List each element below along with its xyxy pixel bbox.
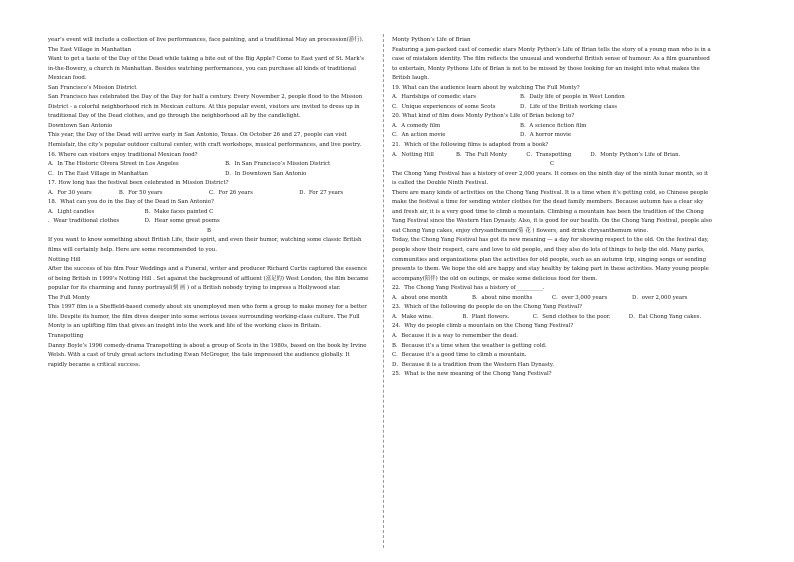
option-24a: A．Because it is a way to remember the dead.	[392, 332, 518, 339]
option-18a: A．Light candles	[48, 208, 95, 215]
option-22b: B．about nine months	[472, 294, 533, 301]
option-21c: C．Transpotting	[526, 151, 572, 158]
option-20d: D．A horror movie	[520, 132, 572, 139]
question-20-stem: 20. What kind of film does Monty Python’s Life of Brian belong to?	[392, 113, 575, 120]
question-22-stem: 22．The Chong Yang Festival has a history of__________.	[392, 285, 545, 292]
question-16-options-row2	[48, 170, 370, 180]
option-23a: A．Make wine.	[392, 313, 433, 320]
question-21-stem: 21．Which of the following films is adapted from a book?	[392, 142, 549, 149]
passage-c-paragraph: There are many kinds of activities on the Chong Yang Festival. It is a time when it’s getting cold, so Chinese people make the festival a time for sending winter clothes for the dead family members. Because autumn has a clear sky and fresh air, it is a very good time to climb a mountain. Climbing a mountain has been the tradition of the Chong Yang Festival since the Western Han Dynasty. Also, it is good for our health. On the Chong Yang Festival, people also eat Chong Yang cakes, enjoy chrysanthemum(菊 花 ) flowers, and drink chrysanthemum wine.	[392, 189, 712, 234]
subheading-san-antonio: Downtown San Antonio	[48, 122, 113, 129]
question-17-stem: 17. How long has the festival been celebrated in Mission District?	[48, 180, 229, 187]
question-22-options	[392, 294, 712, 304]
option-18d: D．Hear some great poems	[144, 218, 220, 225]
option-19d: D．Life of the British working class	[520, 103, 618, 110]
option-21a: A．Notting Hill	[392, 151, 434, 158]
option-22a: A．about one month	[392, 294, 448, 301]
question-18-options-row1	[48, 208, 370, 218]
option-16b: B．In San Francisco’s Mission District	[225, 161, 331, 168]
passage-c-paragraph: The Chong Yang Festival has a history of over 2,000 years. It comes on the ninth day of the ninth lunar month, so it is called the Double Ninth Festival.	[392, 170, 708, 187]
option-17c: C．For 26 years	[208, 189, 253, 196]
section-b-label: B	[207, 227, 211, 234]
option-20c: C．An action movie	[392, 132, 446, 139]
question-18-options-row2	[48, 217, 370, 227]
subheading-mission-district: San Francisco’s Mission District	[48, 84, 137, 91]
question-20-options-row1	[392, 122, 712, 132]
option-24b: B．Because it’s a time when the weather is getting cold.	[392, 342, 547, 349]
option-22c: C．over 3,000 years	[552, 294, 608, 301]
option-22d: D．over 2,000 years	[632, 294, 688, 301]
option-19b: B．Daily life of people in West London	[520, 94, 625, 101]
right-column	[392, 36, 712, 380]
subheading-east-village: The East Village in Manhattan	[48, 46, 132, 53]
option-18b: B．Make faces painted C	[144, 208, 214, 215]
passage-b-paragraph: This 1997 film is a Sheffield-based comedy about six unemployed men who form a group to make money for a better life. Despite its humor, the film dives deeper into some serious issues surrounding working-class culture. The Full Monty is an uplifting film that gives an insight into the work and life of the working class in Britain.	[48, 304, 367, 330]
option-24c: C．Because it’s a good time to climb a mountain.	[392, 352, 527, 359]
option-23d: D．Eat Chong Yang cakes.	[628, 313, 702, 320]
option-16c: C．In The East Village in Manhattan	[48, 170, 148, 177]
question-16-stem: 16. Where can visitors enjoy traditional Mexican food?	[48, 151, 198, 158]
option-24d: D．Because it is a tradition from the Western Han Dynasty.	[392, 361, 554, 368]
question-23-options	[392, 313, 712, 323]
question-19-options-row1	[392, 93, 712, 103]
option-17b: B．For 50 years	[118, 189, 163, 196]
option-19c: C．Unique experiences of some Scots	[392, 103, 496, 110]
question-23-stem: 23．Which of the following do people do on the Chong Yang Festival?	[392, 304, 582, 311]
question-20-options-row2	[392, 131, 712, 141]
question-16-options-row1	[48, 160, 370, 170]
passage-b-paragraph: After the success of his film Four Weddings and a Funeral, writer and producer Richard Curtis captured the essence of being British in 1999’s Notting Hill . Set against the background of affluent (富足的) West London, the film became popular for its charming and funny portrayal(刻 画 ) of a British nobody trying to impress a Hollywood star.	[48, 266, 369, 292]
option-17d: D．For 27 years	[299, 189, 344, 196]
section-c-label: C	[549, 161, 555, 168]
passage-a-paragraph: Want to get a taste of the Day of the Dead while taking a bite out of the Big Apple? Come to East yard of St. Mark’s in-the-Bowery, a church in Manhattan. Besides watching performances, you can purchase all kinds of traditional Mexican food.	[48, 56, 365, 82]
option-23b: B．Plant flowers.	[462, 313, 510, 320]
passage-b-paragraph: Featuring a jam-packed cast of comedic stars Monty Python’s Life of Brian tells the story of a young man who is in a case of mistaken identity. The film reflects the unusual and wonderful British sense of humour. As a film guaranteed to entertain, Monty Pythons Life of Brian is not to be missed by those looking for an insight into what makes the British laugh.	[392, 46, 711, 82]
passage-a-paragraph: San Francisco has celebrated the Day of the Day for half a century. Every November 2, people flood to the Mission District - a colorful neighborhood rich in Mexican culture. At this popular event, visitors are invited to dress up in traditional Day of the Dead clothes, and go through the neighborhood all by the candlelight.	[48, 94, 363, 120]
passage-b-paragraph: Danny Boyle’s 1996 comedy-drama Transpotting is about a group of Scots in the 1980s, based on the book by Irvine Welsh. With a cast of truly great actors including Ewan McGregor, the tale impressed the audience globally. It rapidly became a critical success.	[48, 342, 367, 368]
column-divider	[383, 34, 384, 548]
passage-a-paragraph: year’s event will include a collection of live performances, face painting, and a traditional May an procession(游行).	[48, 37, 364, 43]
film-title-full-monty: The Full Monty	[48, 294, 90, 301]
option-17a: A．For 30 years	[48, 189, 92, 196]
question-18-stem: 18．What can you do in the Day of the Dead in San Antonio?	[48, 199, 214, 206]
left-column	[48, 36, 370, 370]
question-19-stem: 19. What can the audience learn about by watching The Full Monty?	[392, 84, 580, 91]
passage-a-paragraph: This year, the Day of the Dead will arrive early in San Antonio, Texas. On October 26 and 27, people can visit Hemisfair, the city’s popular outdoor cultural center, with craft workshops, musical performances, and live poetry.	[48, 132, 362, 149]
option-19a: A．Hardships of comedic stars	[392, 94, 477, 101]
option-18c: ．Wear traditional clothes	[48, 218, 120, 225]
option-16a: A．In The Historic Olvera Street in Los Angeles	[48, 161, 179, 168]
film-title-life-of-brian: Monty Python’s Life of Brian	[392, 37, 471, 43]
question-24-stem: 24．Why do people climb a mountain on the Chong Yang Festival?	[392, 323, 574, 330]
passage-b-intro: If you want to know something about British Life, their spirit, and even their humor, watching some classic British films will certainly help. Here are some recommended to you.	[48, 237, 362, 254]
question-25-stem: 25．What is the new meaning of the Chong Yang Festival?	[392, 371, 552, 378]
question-17-options	[48, 189, 370, 199]
film-title-notting-hill: Notting Hill	[48, 256, 81, 263]
passage-c-paragraph: Today, the Chong Yang Festival has got its new meaning — a day for showing respect to the old. On the festival day, people show their respect, care and love to old people, and they also do lots of things to help the old. Many parks, communities and organizations plan the activities for old people, such as an autumn trip, singing songs or sending presents to them. We hope the old are happy and stay healthy by taking part in these activities. Many young people accompany(陪伴) the old on outings, or make some delicious food for them.	[392, 237, 709, 282]
option-21d: D．Monty Python’s Life of Brian.	[590, 151, 681, 158]
question-21-options	[392, 151, 712, 161]
option-21b: B．The Full Monty	[456, 151, 508, 158]
film-title-transpotting: Transpotting	[48, 332, 84, 339]
option-20b: B．A science fiction film	[520, 122, 587, 129]
option-23c: C．Send clothes to the poor.	[532, 313, 611, 320]
question-19-options-row2	[392, 103, 712, 113]
option-16d: D．In Downtown San Antonio	[225, 170, 307, 177]
option-20a: A．A comedy film	[392, 122, 441, 129]
